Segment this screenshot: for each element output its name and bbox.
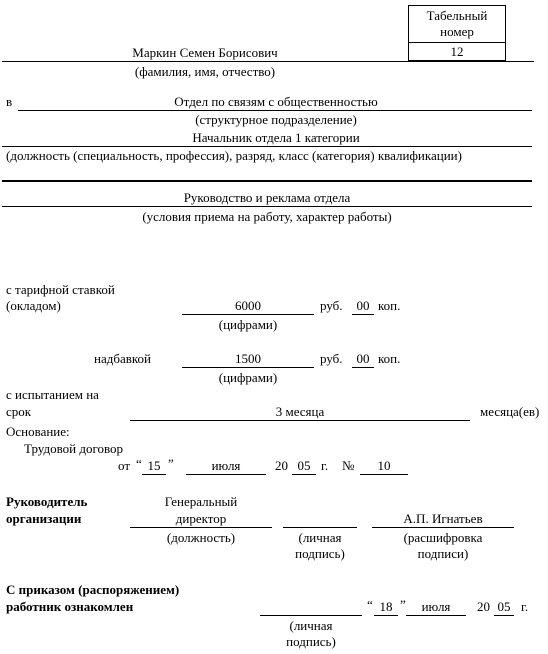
salary-rub-underline [182, 314, 314, 315]
basis-doc: Трудовой договор [24, 441, 123, 456]
head-name-caption-2: подписи) [417, 546, 469, 561]
head-name-caption-1: (расшифровка [403, 530, 483, 545]
head-position-underline [130, 527, 272, 528]
ack-label-1: С приказом (распоряжением) [6, 582, 180, 597]
position-caption: (должность (специальность, профессия), разряд, класс (категория) квалификации) [6, 148, 462, 163]
salary-rub-value: 6000 [235, 298, 261, 313]
bonus-rub-underline [182, 367, 314, 368]
head-signature-caption-1: (личная [298, 530, 342, 545]
probation-value: 3 месяца [275, 404, 325, 419]
ack-signature-caption-2: подпись) [286, 634, 336, 649]
basis-number: 10 [377, 458, 391, 473]
ack-year-prefix: 20 [477, 599, 490, 614]
blank-underline [2, 180, 532, 182]
head-name-underline [372, 527, 514, 528]
basis-label: Основание: [6, 424, 70, 439]
position-value: Начальник отдела 1 категории [192, 130, 360, 145]
ack-quote-close: ” [400, 597, 406, 612]
probation-underline [130, 420, 470, 421]
conditions-caption: (условия приема на работу, характер работы) [142, 209, 392, 224]
department-prefix: в [6, 94, 13, 109]
ack-signature-line [260, 615, 362, 616]
basis-quote-open: “ [136, 456, 142, 471]
bonus-caption: (цифрами) [218, 370, 278, 385]
position-underline [2, 146, 532, 147]
ack-day: 18 [379, 599, 393, 614]
department-caption: (структурное подразделение) [195, 112, 357, 127]
ack-signature-caption-1: (личная [289, 618, 333, 633]
ack-month-underline [406, 615, 466, 616]
basis-month: июля [211, 458, 241, 473]
ack-day-underline [374, 615, 398, 616]
tab-number-value: 12 [450, 44, 464, 59]
conditions-value: Руководство и реклама отдела [183, 190, 351, 205]
ack-month: июля [421, 599, 451, 614]
bonus-label: надбавкой [94, 351, 151, 366]
probation-label-2: срок [6, 404, 32, 419]
head-label-1: Руководитель [6, 494, 88, 509]
basis-number-label: № [342, 458, 355, 473]
basis-day: 15 [147, 458, 161, 473]
department-underline [18, 110, 532, 111]
ack-year-suffix: г. [521, 599, 529, 614]
head-position-1: Генеральный [164, 494, 238, 509]
basis-quote-close: ” [168, 456, 174, 471]
bonus-rub-value: 1500 [235, 351, 261, 366]
salary-label-2: (окладом) [6, 298, 61, 313]
salary-kop-label: коп. [378, 298, 401, 313]
head-label-2: организации [6, 511, 82, 526]
salary-kop-value: 00 [356, 298, 370, 313]
tab-number-header: Табельный номер [426, 8, 488, 39]
employee-underline [2, 61, 534, 62]
probation-label-1: с испытанием на [6, 387, 99, 402]
basis-year-suffix: г. [321, 458, 329, 473]
basis-number-underline [360, 474, 408, 475]
employee-caption: (фамилия, имя, отчество) [134, 64, 276, 79]
basis-from: от [118, 458, 131, 473]
probation-unit: месяца(ев) [480, 404, 540, 419]
salary-kop-underline [352, 314, 374, 315]
basis-year-underline [292, 474, 316, 475]
bonus-kop-underline [352, 367, 374, 368]
tab-number-divider [408, 42, 506, 43]
conditions-underline [2, 206, 532, 207]
head-name: А.П. Игнатьев [403, 511, 483, 526]
basis-year-prefix: 20 [275, 458, 288, 473]
head-signature-caption-2: подпись) [295, 546, 345, 561]
ack-label-2: работник ознакомлен [6, 599, 134, 614]
bonus-kop-value: 00 [356, 351, 370, 366]
head-signature-line [283, 527, 357, 528]
salary-label-1: с тарифной ставкой [6, 282, 115, 297]
basis-year: 05 [297, 458, 311, 473]
head-position-caption: (должность) [166, 530, 236, 545]
ack-quote-open: “ [367, 597, 373, 612]
ack-year: 05 [497, 599, 511, 614]
ack-year-underline [494, 615, 514, 616]
head-position-2: директор [175, 511, 227, 526]
department-value: Отдел по связям с общественностью [174, 94, 378, 109]
bonus-rub-label: руб. [320, 351, 343, 366]
bonus-kop-label: коп. [378, 351, 401, 366]
basis-month-underline [186, 474, 266, 475]
employee-name: Маркин Семен Борисович [132, 45, 278, 60]
salary-caption: (цифрами) [218, 317, 278, 332]
basis-day-underline [142, 474, 166, 475]
salary-rub-label: руб. [320, 298, 343, 313]
